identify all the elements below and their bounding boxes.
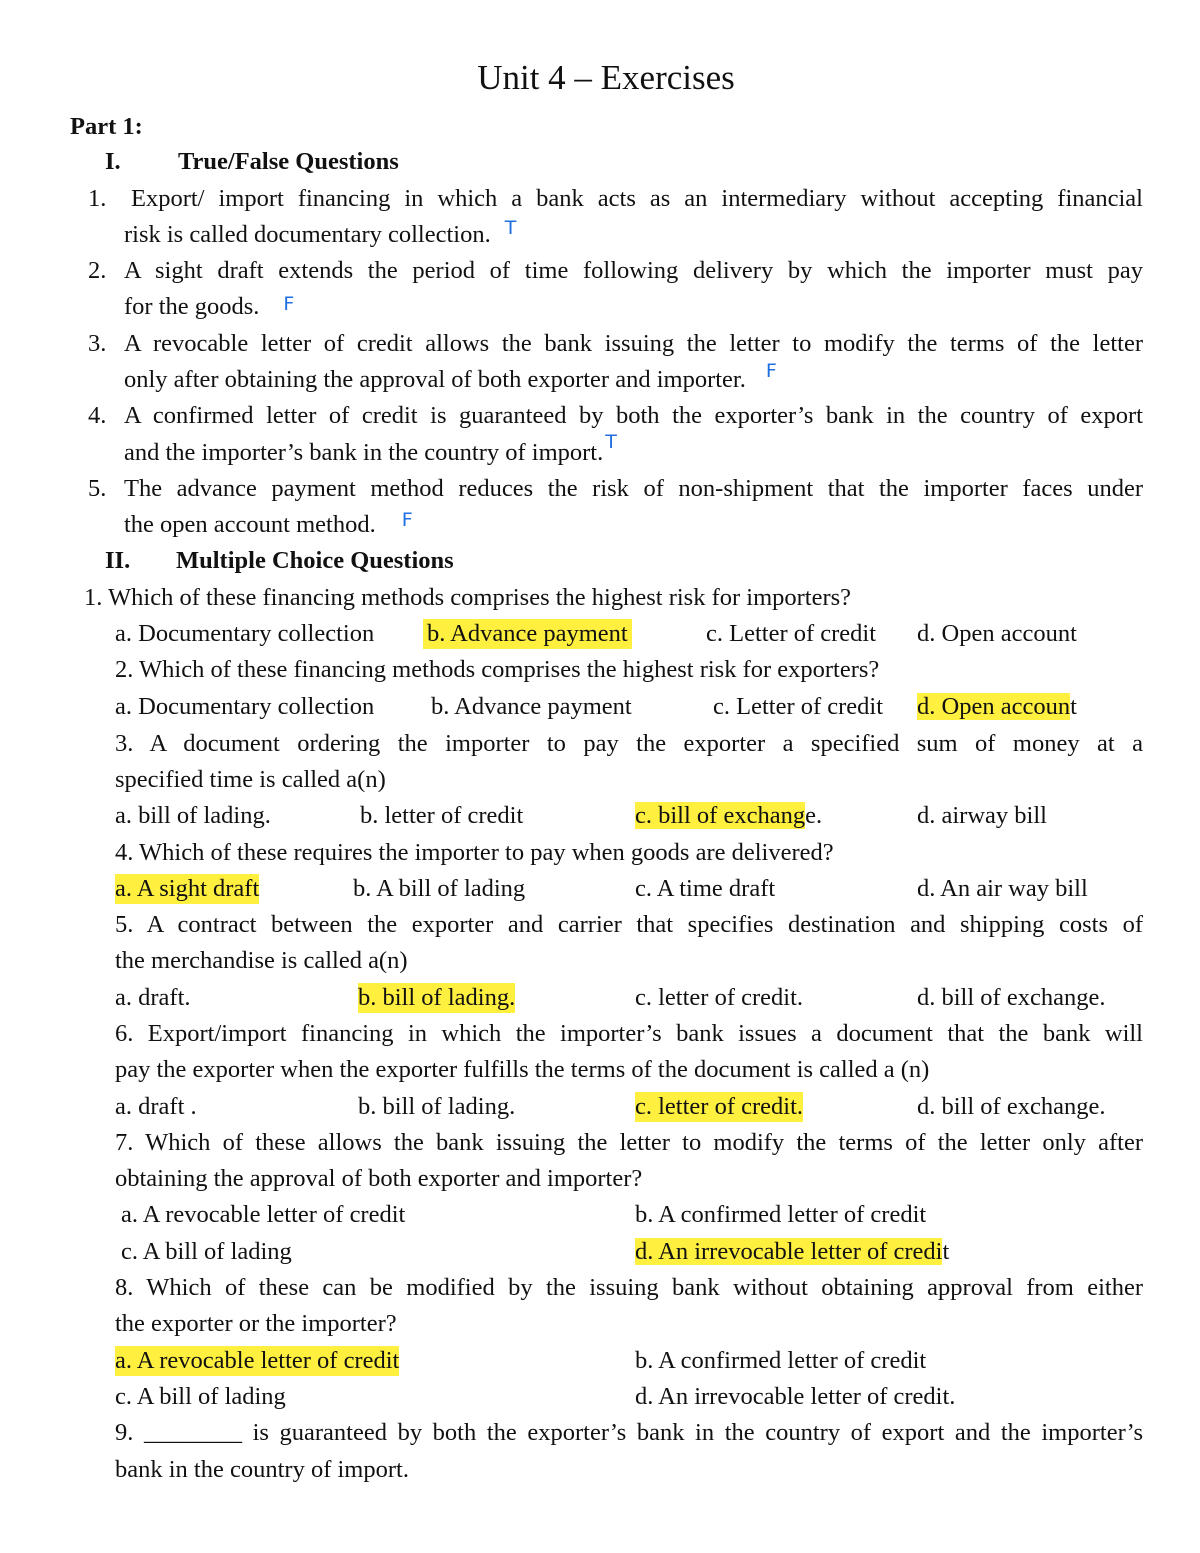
tf-question-line: A confirmed letter of credit is guaranteed by both the exporter’s bank in the country of export [124,402,1143,429]
mc-question: obtaining the approval of both exporter and importer? [115,1165,643,1192]
tf-number: 3. [88,330,107,357]
section-numeral: I. [105,148,121,175]
mc-option: d. Open account [917,620,1077,647]
mc-option: c. A bill of lading [115,1383,286,1410]
tf-question-line: The advance payment method reduces the risk of non-shipment that the importer faces under [124,475,1143,502]
mc-option: a. Documentary collection [115,693,375,720]
answer-mark: F [765,360,777,382]
mc-question: 7. Which of these allows the bank issuing the letter to modify the terms of the letter only after [115,1129,1143,1156]
tf-question-line: risk is called documentary collection. $^T$ [124,217,517,248]
mc-option: d. airway bill [917,802,1047,829]
mc-question: 6. Export/import financing in which the importer’s bank issues a document that the bank will [115,1020,1143,1047]
answer-mark: T [504,217,517,239]
mc-option: a. bill of lading. [115,802,271,829]
mc-option-answer: d. An irrevocable letter of credit [635,1238,950,1265]
mc-option: c. A time draft [635,875,776,902]
tf-number: 5. [88,475,107,502]
mc-option-answer: c. letter of credit. [635,1093,804,1120]
mc-option: a. A revocable letter of credit [121,1201,406,1228]
tf-question-line: only after obtaining the approval of both exporter and importer. $^F$ [124,360,777,393]
mc-option-answer: c. bill of exchange. [635,802,823,829]
section-heading: Multiple Choice Questions [176,547,454,574]
tf-question-line: for the goods. F [124,293,295,320]
mc-option: b. bill of lading. [358,1093,516,1120]
mc-option-answer: b. bill of lading. [358,984,516,1011]
answer-mark: F [283,293,295,315]
mc-option-answer: b. Advance payment [423,619,632,649]
mc-option: d. An irrevocable letter of credit. [635,1383,956,1410]
mc-option: a. draft. [115,984,191,1011]
tf-number: 4. [88,402,107,429]
mc-option: a. draft . [115,1093,197,1120]
mc-option: b. A bill of lading [353,875,526,902]
mc-option: c. Letter of credit [713,693,884,720]
section-heading: True/False Questions [178,148,399,175]
mc-question: specified time is called a(n) [115,766,386,793]
tf-question-line: the open account method. $^F$ [124,509,413,538]
tf-number: 1. [88,185,107,212]
mc-option: c. A bill of lading [121,1238,292,1265]
mc-option: d. bill of exchange. [917,984,1106,1011]
tf-number: 2. [88,257,107,284]
part-heading: Part 1: [70,113,143,140]
mc-option-answer: a. A revocable letter of credit [115,1347,400,1374]
tf-question-line: Export/ import financing in which a bank acts as an intermediary without accepting financial [131,185,1143,212]
mc-question: the merchandise is called a(n) [115,947,408,974]
page-title: Unit 4 – Exercises [477,58,735,97]
mc-question: pay the exporter when the exporter fulfills the terms of the document is called a (n) [115,1056,930,1083]
mc-question: 3. A document ordering the importer to pay the exporter a specified sum of money at a [115,730,1143,757]
mc-option: a. Documentary collection [115,620,375,647]
mc-option-answer: a. A sight draft [115,875,260,902]
section-numeral: II. [105,547,131,574]
mc-option: d. An air way bill [917,875,1088,902]
mc-question: the exporter or the importer? [115,1310,397,1337]
mc-question: 5. A contract between the exporter and carrier that specifies destination and shipping costs of [115,911,1143,938]
mc-question: 2. Which of these financing methods comprises the highest risk for exporters? [115,656,880,683]
mc-option: d. bill of exchange. [917,1093,1106,1120]
mc-question: 1. Which of these financing methods comprises the highest risk for importers? [84,584,852,611]
mc-option: b. Advance payment [431,693,632,720]
mc-option: b. letter of credit [360,802,524,829]
mc-option: b. A confirmed letter of credit [635,1201,927,1228]
mc-option-answer: d. Open account [917,693,1077,720]
answer-mark: F [401,509,413,531]
mc-option: b. A confirmed letter of credit [635,1347,927,1374]
mc-question: bank in the country of import. [115,1456,409,1483]
tf-question-line: and the importer’s bank in the country of import. $^T$ [124,431,617,466]
tf-question-line: A sight draft extends the period of time following delivery by which the importer must pay [124,257,1143,284]
mc-question: 4. Which of these requires the importer to pay when goods are delivered? [115,839,834,866]
mc-question: 9. ________ is guaranteed by both the exporter’s bank in the country of export and the importer’s [115,1419,1143,1446]
mc-option: c. Letter of credit [706,620,877,647]
answer-mark: T [605,431,617,453]
tf-question-line: A revocable letter of credit allows the bank issuing the letter to modify the terms of the letter [124,330,1143,357]
mc-question: 8. Which of these can be modified by the issuing bank without obtaining approval from either [115,1274,1143,1301]
mc-option: c. letter of credit. [635,984,804,1011]
